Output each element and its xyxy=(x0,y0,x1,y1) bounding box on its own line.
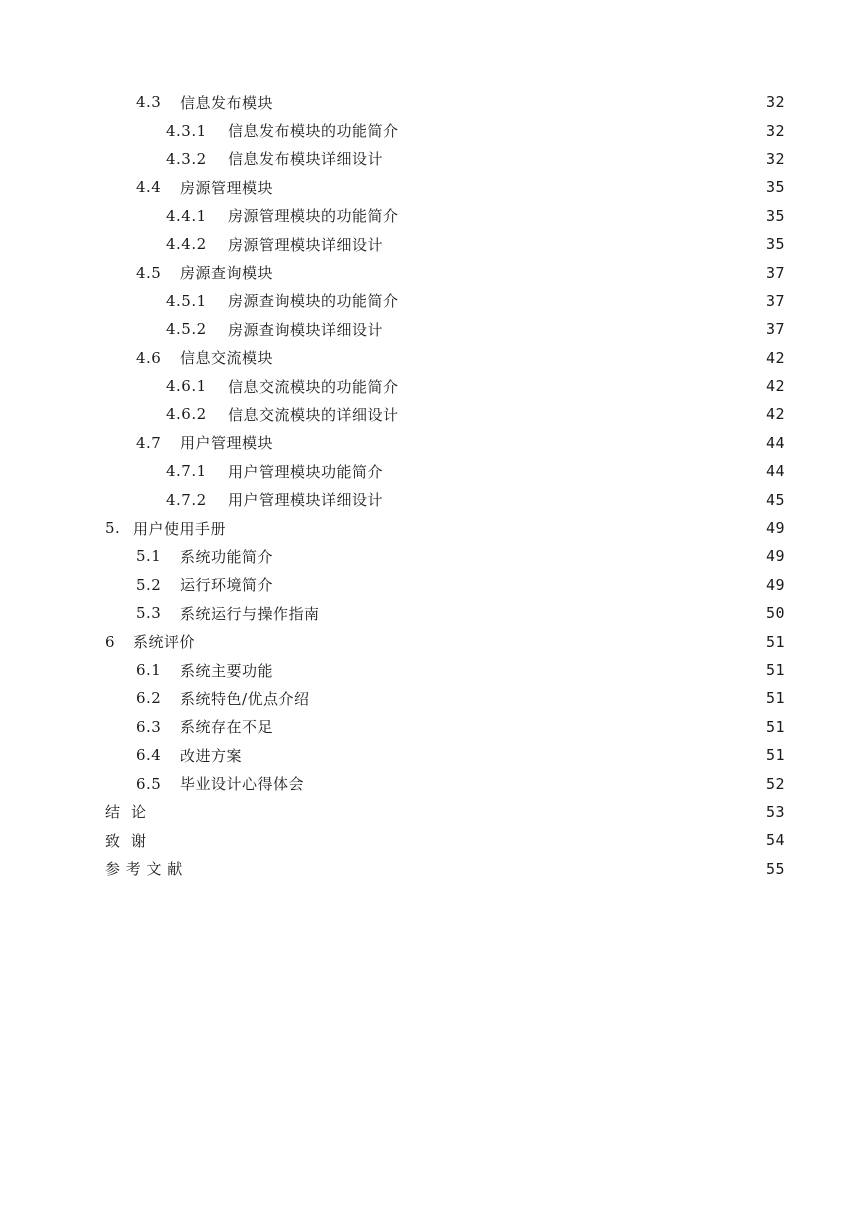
toc-title: 房源查询模块详细设计 xyxy=(228,320,384,339)
toc-title: 房源查询模块的功能简介 xyxy=(228,292,399,311)
toc-page-number: 51 xyxy=(766,632,786,651)
toc-title: 毕业设计心得体会 xyxy=(180,775,305,794)
toc-page-number: 51 xyxy=(766,661,786,679)
toc-entry[interactable] xyxy=(0,769,868,797)
toc-title: 用户使用手册 xyxy=(133,519,227,538)
toc-title: 信息交流模块的详细设计 xyxy=(228,405,399,424)
toc-entry[interactable] xyxy=(0,684,868,712)
toc-title: 参 考 文 献 xyxy=(105,860,183,879)
toc-page-number: 54 xyxy=(766,831,786,850)
toc-title: 信息发布模块详细设计 xyxy=(228,150,384,169)
dot-leader xyxy=(403,379,758,393)
toc-entry[interactable] xyxy=(0,514,868,542)
toc-number: 6.4 xyxy=(136,746,162,765)
toc-page-number: 44 xyxy=(766,462,786,481)
toc-page-number: 49 xyxy=(766,547,786,566)
toc-title: 信息发布模块 xyxy=(180,93,274,112)
toc-page-number: 53 xyxy=(766,802,786,821)
toc-entry[interactable] xyxy=(0,741,868,769)
toc-entry[interactable] xyxy=(0,599,868,627)
toc-page-number: 51 xyxy=(766,717,786,736)
toc-page-number: 55 xyxy=(766,859,786,878)
toc-page-number: 32 xyxy=(766,121,786,140)
toc-number: 6.1 xyxy=(136,661,162,679)
toc-number: 4.5.1 xyxy=(166,291,207,310)
toc-title: 致 谢 xyxy=(105,831,147,850)
toc-entry[interactable] xyxy=(0,145,868,173)
dot-leader xyxy=(277,436,758,450)
toc-page-number: 52 xyxy=(766,774,786,793)
toc-number: 5. xyxy=(105,519,121,538)
toc-number: 5.2 xyxy=(136,575,162,594)
dot-leader xyxy=(277,549,758,563)
dot-leader xyxy=(277,578,758,592)
toc-page-number: 37 xyxy=(766,320,786,339)
dot-leader xyxy=(199,635,758,649)
toc-page-number: 37 xyxy=(766,263,786,282)
dot-leader xyxy=(387,464,758,478)
toc-title: 系统主要功能 xyxy=(180,661,274,680)
toc-title: 房源查询模块 xyxy=(180,264,274,283)
toc-number: 4.5.2 xyxy=(166,320,207,339)
toc-entry[interactable] xyxy=(0,258,868,286)
dot-leader xyxy=(277,95,758,109)
dot-leader xyxy=(277,266,758,280)
table-of-contents xyxy=(0,88,868,883)
toc-number: 6.2 xyxy=(136,689,162,708)
toc-entry[interactable] xyxy=(0,88,868,116)
toc-page-number: 49 xyxy=(766,519,786,538)
toc-page-number: 50 xyxy=(766,604,786,623)
toc-title: 改进方案 xyxy=(180,746,243,765)
toc-entry[interactable] xyxy=(0,457,868,485)
toc-number: 5.3 xyxy=(136,604,162,623)
toc-number: 4.4.1 xyxy=(166,206,207,225)
dot-leader xyxy=(387,237,758,251)
dot-leader xyxy=(308,777,758,791)
toc-page-number: 51 xyxy=(766,689,786,708)
toc-number: 4.6.1 xyxy=(166,377,207,396)
toc-title: 运行环境简介 xyxy=(180,576,274,595)
dot-leader xyxy=(246,748,758,762)
toc-entry[interactable] xyxy=(0,542,868,570)
dot-leader xyxy=(277,663,758,677)
toc-title: 房源管理模块详细设计 xyxy=(228,235,384,254)
toc-number: 4.7.1 xyxy=(166,462,207,481)
toc-title: 系统运行与操作指南 xyxy=(180,604,320,623)
toc-title: 结 论 xyxy=(105,803,147,822)
toc-number: 4.3 xyxy=(136,93,162,112)
toc-entry[interactable] xyxy=(0,485,868,513)
toc-page-number: 51 xyxy=(766,746,786,765)
toc-number: 6.5 xyxy=(136,774,162,793)
toc-entry[interactable] xyxy=(0,571,868,599)
toc-entry[interactable] xyxy=(0,230,868,258)
toc-entry[interactable] xyxy=(0,826,868,854)
toc-page-number: 35 xyxy=(766,206,786,225)
toc-title: 用户管理模块详细设计 xyxy=(228,491,384,510)
toc-page-number: 32 xyxy=(766,93,786,112)
toc-entry[interactable] xyxy=(0,116,868,144)
toc-title: 房源管理模块的功能简介 xyxy=(228,207,399,226)
toc-entry[interactable] xyxy=(0,202,868,230)
dot-leader xyxy=(277,720,758,734)
dot-leader xyxy=(151,805,758,819)
toc-number: 4.3.2 xyxy=(166,149,207,168)
dot-leader xyxy=(403,209,758,223)
toc-page-number: 35 xyxy=(766,178,786,197)
toc-page-number: 37 xyxy=(766,291,786,310)
toc-number: 4.6 xyxy=(136,348,162,367)
toc-entry[interactable] xyxy=(0,287,868,315)
toc-entry[interactable] xyxy=(0,315,868,343)
toc-number: 6.3 xyxy=(136,717,162,736)
dot-leader xyxy=(403,407,758,421)
toc-number: 6 xyxy=(105,632,116,651)
toc-entry[interactable] xyxy=(0,429,868,457)
toc-title: 系统存在不足 xyxy=(180,718,274,737)
dot-leader xyxy=(403,294,758,308)
toc-page-number: 42 xyxy=(766,405,786,424)
toc-page-number: 44 xyxy=(766,433,786,452)
toc-number: 4.3.1 xyxy=(166,121,207,140)
toc-title: 信息交流模块 xyxy=(180,349,274,368)
dot-leader xyxy=(277,180,758,194)
toc-entry[interactable] xyxy=(0,173,868,201)
dot-leader xyxy=(230,521,758,535)
toc-page-number: 45 xyxy=(766,490,786,509)
toc-title: 信息交流模块的功能简介 xyxy=(228,377,399,396)
toc-entry[interactable] xyxy=(0,372,868,400)
toc-number: 4.4 xyxy=(136,178,162,197)
toc-number: 4.7.2 xyxy=(166,490,207,509)
toc-title: 信息发布模块的功能简介 xyxy=(228,122,399,141)
dot-leader xyxy=(387,322,758,336)
dot-leader xyxy=(324,606,758,620)
toc-page-number: 42 xyxy=(766,377,786,396)
toc-entry[interactable] xyxy=(0,798,868,826)
toc-entry[interactable] xyxy=(0,344,868,372)
toc-number: 4.4.2 xyxy=(166,235,207,254)
toc-number: 5.1 xyxy=(136,547,162,566)
toc-title: 房源管理模块 xyxy=(180,178,274,197)
dot-leader xyxy=(387,493,758,507)
toc-number: 4.5 xyxy=(136,263,162,282)
toc-page-number: 42 xyxy=(766,348,786,367)
toc-entry[interactable] xyxy=(0,656,868,684)
toc-title: 用户管理模块功能简介 xyxy=(228,462,384,481)
dot-leader xyxy=(151,833,758,847)
toc-title: 用户管理模块 xyxy=(180,434,274,453)
dot-leader xyxy=(314,691,758,705)
toc-number: 4.6.2 xyxy=(166,405,207,424)
toc-entry[interactable] xyxy=(0,400,868,428)
toc-entry[interactable] xyxy=(0,713,868,741)
toc-entry[interactable] xyxy=(0,855,868,883)
toc-page-number: 35 xyxy=(766,235,786,254)
dot-leader xyxy=(387,152,758,166)
toc-title: 系统评价 xyxy=(133,633,196,652)
toc-title: 系统功能简介 xyxy=(180,547,274,566)
dot-leader xyxy=(187,862,758,876)
toc-title: 系统特色/优点介绍 xyxy=(180,689,310,708)
dot-leader xyxy=(403,124,758,138)
toc-page-number: 49 xyxy=(766,575,786,594)
dot-leader xyxy=(277,351,758,365)
toc-page-number: 32 xyxy=(766,149,786,168)
toc-number: 4.7 xyxy=(136,433,162,452)
toc-entry[interactable] xyxy=(0,627,868,655)
